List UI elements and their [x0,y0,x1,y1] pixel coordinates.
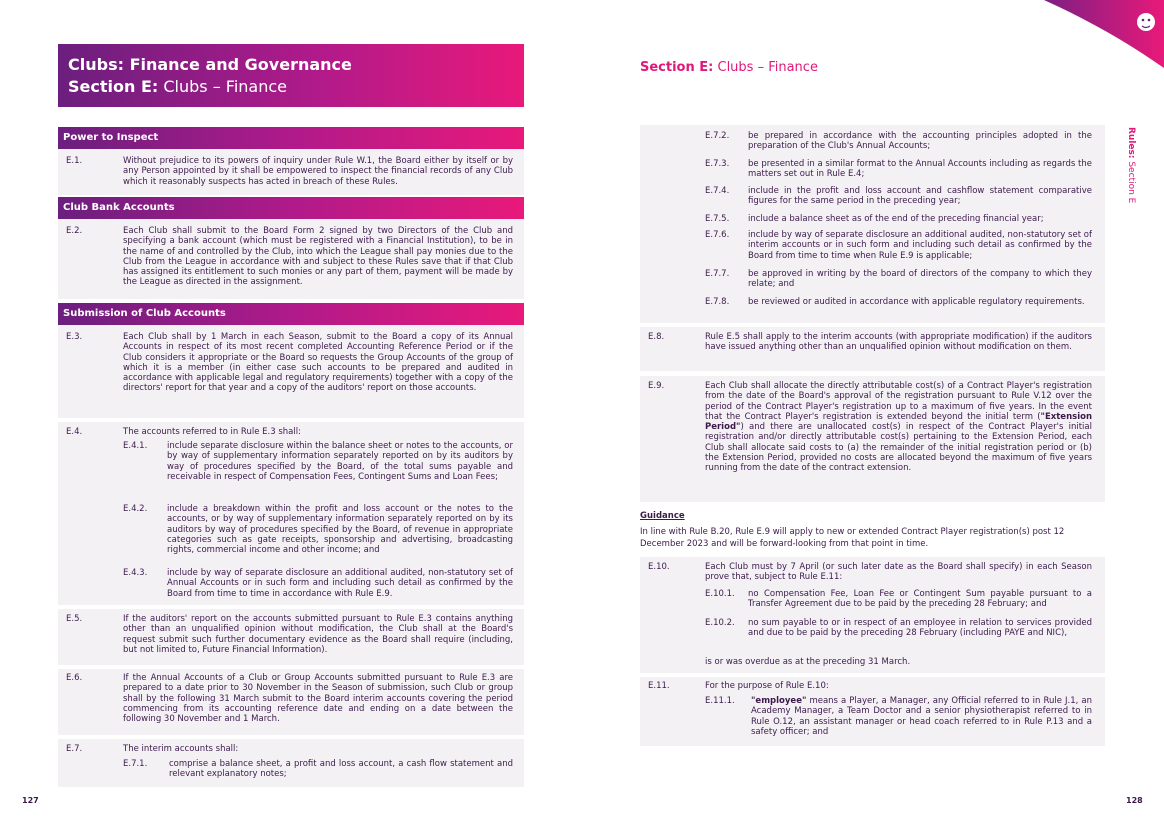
rule-number: E.1. [66,156,83,166]
rule-block-e9 [640,376,1105,502]
page-number: 127 [22,796,39,805]
rule-text: For the purpose of Rule E.10: [705,681,829,691]
guidance-text: In line with Rule B.20, Rule E.9 will apply to new or extended Contract Player registration(s) post 12 December 2023 and will be forward-looking from that point in time. [640,527,1065,549]
rule-text: be approved in writing by the board of directors of the company to which they relate; and [748,269,1092,290]
rule-text: include a balance sheet as of the end of the preceding financial year; [748,214,1044,224]
rule-block-e2 [58,219,524,299]
rule-number: E.7.3. [705,159,730,169]
rule-block-e11 [640,677,1105,746]
rule-number: E.11. [648,681,670,691]
rule-number: E.10.2. [705,618,735,628]
page-title: Clubs: Finance and Governance [68,55,352,74]
rule-number: E.7.4. [705,186,730,196]
rule-number: E.9. [648,381,665,391]
rule-text: Each Club shall allocate the directly attributable cost(s) of a Contract Player's registration from the date of the Board's approval of the registration pursuant to Rule V.12 over the period of the Contract Player's registration up to a maximum of five years. In the event that the Contract Player's registration is extended beyond the initial term ("Extension Period") and there are unallocated cost(s) in respect of the Contract Player's initial registration and/or directly attributable cost(s) pertaining to the Extension Period, each Club shall allocate said costs to (a) the remainder of the initial registration period or (b) the Extension Period, provided no costs are allocated beyond the maximum of five years running from the date of the contract extension. [705,381,1092,474]
section-heading-bank: Club Bank Accounts [58,197,524,219]
rule-number: E.10.1. [705,589,735,599]
rule-text: be presented in a similar format to the Annual Accounts including as regards the matters set out in Rule E.4; [748,159,1092,180]
rule-text: Each Club shall by 1 March in each Season, submit to the Board a copy of its Annual Accounts in respect of its most recent completed Accounting Reference Period or if the Club considers it appropriate or the Board so requests the Group Accounts of the group of which it is a member (in either case such accounts to be prepared and audited in accordance with applicable legal and regulatory requirements) together with a copy of the directors' report for that year and a copy of the auditors' report on those accounts. [123,332,513,394]
rule-block-e1 [58,149,524,195]
rule-number: E.4.1. [123,441,148,451]
rule-number: E.7.6. [705,230,730,240]
section-heading-power: Power to Inspect [58,127,524,149]
rule-text: Each Club must by 7 April (or such later date as the Board shall specify) in each Season prove that, subject to Rule E.11: [705,562,1092,583]
rule-number: E.6. [66,673,83,683]
rule-block-e7-continued [640,125,1105,323]
rule-block-e10 [640,557,1105,673]
page-title-banner [58,44,524,107]
rule-text: If the Annual Accounts of a Club or Group Accounts submitted pursuant to Rule E.3 are prepared to a date prior to 30 November in the Season of submission, such Club or group shall by the following 31 March submit to the Board interim accounts covering the period commencing from its accounting reference date and ending on a date between the following 30 November and 1 March. [123,673,513,725]
rule-text: include separate disclosure within the balance sheet or notes to the accounts, or by way of supplementary information separately reported on by its auditors by way of procedures specified by the Board, of the total sums payable and receivable in respect of Compensation Fees, Contingent Sums and Loan Fees; [167,441,513,482]
rule-text: include by way of separate disclosure an additional audited, non-statutory set of interim accounts or in such form and including such detail as confirmed by the Board from time to time when Rule E.9 is applicable; [748,230,1092,261]
section-title: Section E: Clubs – Finance [640,60,818,75]
guidance-heading: Guidance [640,511,685,521]
rule-text: The accounts referred to in Rule E.3 shall: [123,427,301,437]
rule-text: The interim accounts shall: [123,744,239,754]
page-number: 128 [1126,796,1143,805]
rule-text: "employee" means a Player, a Manager, any Official referred to in Rule J.1, an Academy Manager, a Team Doctor and a senior physiotherapist referred to in Rule O.12, an assistant manager or head coach referred to in Rule P.13 and a safety officer; and [751,696,1092,737]
rule-text: include in the profit and loss account and cashflow statement comparative figures for the same period in the preceding year; [748,186,1092,207]
side-tab-label: Rules: Section E [1126,127,1136,204]
rule-text: is or was overdue as at the preceding 31 March. [705,657,911,667]
rule-number: E.8. [648,332,665,342]
rule-text: Each Club shall submit to the Board Form 2 signed by two Directors of the Club and specifying a bank account (which must be registered with a Financial Institution), to be in the name of and controlled by the Club, into which the League shall pay monies due to the Club from the League in accordance with and subject to these Rules save that if that Club has assigned its entitlement to such monies or any part of them, payment will be made by the League as directed in the assignment. [123,226,513,288]
section-heading-submission: Submission of Club Accounts [58,303,524,325]
rule-text: If the auditors' report on the accounts submitted pursuant to Rule E.3 contains anything other than an unqualified opinion without modification, the Club shall at the Board's request submit such further documentary evidence as the Board shall require (including, but not limited to, Future Financial Information). [123,614,513,655]
rule-number: E.4.2. [123,504,148,514]
rule-number: E.10. [648,562,670,572]
rule-block-e5 [58,609,524,665]
rule-block-e6 [58,669,524,735]
rule-number: E.11.1. [705,696,735,706]
rule-number: E.4.3. [123,568,148,578]
rule-text: Without prejudice to its powers of inquiry under Rule W.1, the Board either by itself or by any Person appointed by it shall be empowered to inspect the financial records of any Club which it reasonably suspects has acted in breach of these Rules. [123,156,513,187]
right-page [582,0,1164,825]
rule-block-e7 [58,739,524,787]
section-subtitle: Section E: Clubs – Finance [68,77,287,96]
rule-text: include by way of separate disclosure an additional audited, non-statutory set of Annual Accounts or in such form and including such detail as confirmed by the Board from time to time in accordance with Rule E.9. [167,568,513,599]
rule-block-e3 [58,325,524,418]
rule-number: E.7.2. [705,131,730,141]
rule-number: E.4. [66,427,83,437]
rule-number: E.7.1. [123,759,148,769]
rule-number: E.7.7. [705,269,730,279]
rule-text: be reviewed or audited in accordance with applicable regulatory requirements. [748,297,1085,307]
rule-text: Rule E.5 shall apply to the interim accounts (with appropriate modification) if the auditors have issued anything other than an unqualified opinion without modification on them. [705,332,1092,353]
rule-text: no Compensation Fee, Loan Fee or Contingent Sum payable pursuant to a Transfer Agreement due to be paid by the preceding 28 February; and [748,589,1092,610]
rule-number: E.7.5. [705,214,730,224]
rule-text: include a breakdown within the profit and loss account or the notes to the accounts, or by way of supplementary information separately reported on by its auditors by way of procedures specified by the Board, of revenue in appropriate categories such as gate receipts, sponsorship and advertising, broadcasting rights, commercial income and other income; and [167,504,513,556]
corner-swoosh-logo [1004,0,1164,70]
rule-number: E.2. [66,226,83,236]
rule-block-e8 [640,327,1105,371]
rule-number: E.3. [66,332,83,342]
rule-text: no sum payable to or in respect of an employee in relation to services provided and due to be paid by the preceding 28 February (including PAYE and NIC), [748,618,1092,639]
rule-number: E.5. [66,614,83,624]
rule-text: be prepared in accordance with the accounting principles adopted in the preparation of the Club's Annual Accounts; [748,131,1092,152]
rule-number: E.7. [66,744,83,754]
rule-block-e4 [58,422,524,605]
lion-crest-icon [1137,13,1155,31]
rule-number: E.7.8. [705,297,730,307]
rule-text: comprise a balance sheet, a profit and loss account, a cash flow statement and relevant explanatory notes; [169,759,513,780]
